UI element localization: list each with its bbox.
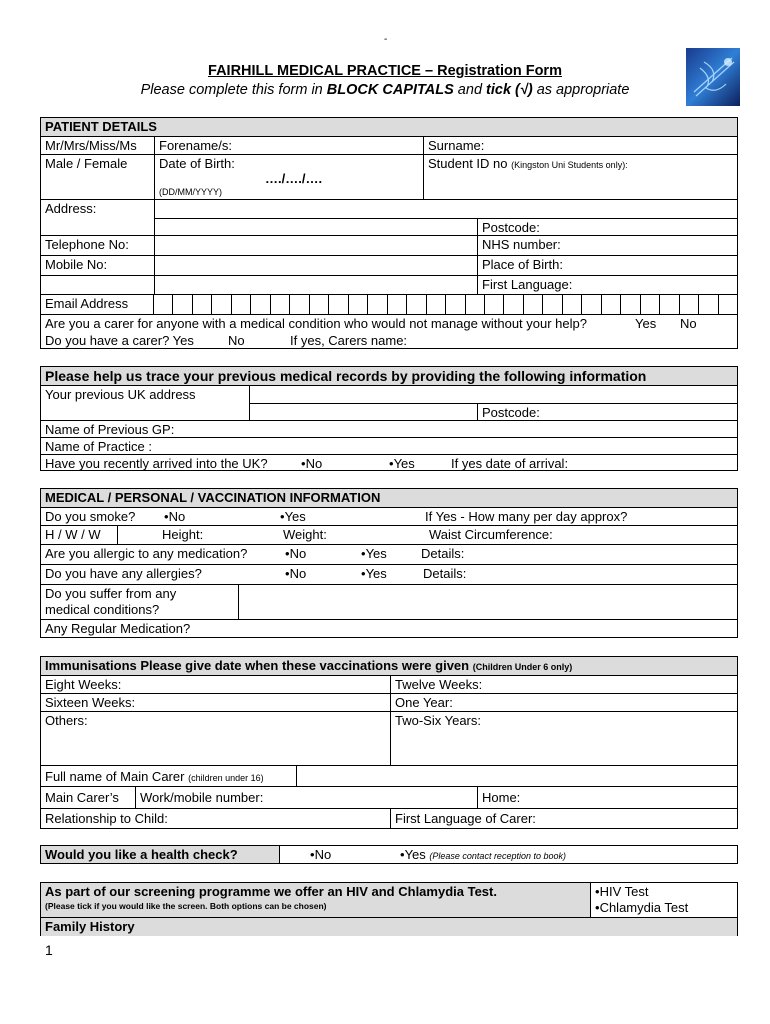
- practice-row: [41, 437, 737, 454]
- prev-gp-row: [41, 420, 737, 437]
- health-check-section: [40, 845, 738, 864]
- prev-address-line2-input[interactable]: [249, 403, 477, 420]
- dob-label: Date of Birth:: [159, 156, 235, 171]
- prev-postcode-field[interactable]: [477, 403, 737, 420]
- allergies-question: Do you have any allergies?: [45, 566, 202, 581]
- postcode-label: Postcode:: [482, 220, 540, 235]
- immunisations-note: (Children Under 6 only): [472, 662, 573, 672]
- arrived-question: Have you recently arrived into the UK?: [45, 456, 268, 471]
- allergies-row: [41, 564, 737, 584]
- email-row: [41, 294, 737, 314]
- header-dash: -: [384, 34, 388, 45]
- telephone-label: Telephone No:: [45, 237, 129, 252]
- regular-med-row: [41, 619, 737, 638]
- arrived-yes-option[interactable]: • Yes: [385, 455, 419, 471]
- screening-header: [41, 883, 737, 917]
- screening-heading-wrap: [41, 883, 590, 917]
- carer-name-input[interactable]: [296, 766, 737, 786]
- patient-details-heading: PATIENT DETAILS: [45, 119, 157, 134]
- others-field[interactable]: Others:: [45, 713, 88, 728]
- language-row: [41, 275, 737, 294]
- hww-row: [41, 525, 737, 544]
- conditions-line2: medical conditions?: [45, 602, 160, 617]
- carers-name-label: If yes, Carers name:: [290, 333, 408, 348]
- chlamydia-test-option[interactable]: • Chlamydia Test: [595, 900, 733, 916]
- practice-label[interactable]: Name of Practice :: [45, 439, 152, 454]
- telephone-input[interactable]: [154, 236, 477, 255]
- carer-question: Are you a carer for anyone with a medical condition who would not manage without your help?: [45, 316, 587, 331]
- carer-name-note: (children under 16): [188, 773, 264, 783]
- immunisations-heading: Immunisations Please give date when these vaccinations were given: [45, 658, 470, 673]
- subtitle-bold2: tick (√): [486, 82, 533, 98]
- medical-section: [40, 488, 738, 638]
- form-title: FAIRHILL MEDICAL PRACTICE – Registration Form: [208, 63, 562, 79]
- have-carer-no-option[interactable]: No: [228, 333, 245, 348]
- allergic-med-question: Are you allergic to any medication?: [45, 546, 248, 561]
- prev-address-row: [41, 385, 737, 420]
- prev-address-label: Your previous UK address: [45, 387, 196, 402]
- immunisations-header: [41, 657, 737, 675]
- allergies-details[interactable]: Details:: [423, 566, 467, 581]
- carer-question-line: [41, 315, 591, 332]
- conditions-line1: Do you suffer from any: [45, 586, 177, 601]
- work-mobile-label: Work/mobile number:: [140, 790, 264, 805]
- home-label: Home:: [482, 790, 521, 805]
- screening-note: (Please tick if you would like the screen. Both options can be chosen): [45, 901, 327, 911]
- forename-field[interactable]: [154, 137, 423, 154]
- email-char-boxes[interactable]: [153, 295, 737, 314]
- allergies-yes-option[interactable]: • Yes: [357, 565, 391, 584]
- smoke-no-option[interactable]: • No: [160, 508, 189, 525]
- dob-placeholder: …./…./….: [265, 171, 323, 186]
- carer-name-row: [41, 765, 737, 786]
- arrived-row: [41, 454, 737, 471]
- health-check-question: Would you like a health check?: [41, 846, 279, 863]
- health-check-yes-option[interactable]: • Yes: [400, 847, 426, 862]
- screening-section: [40, 882, 738, 936]
- have-carer-question[interactable]: Do you have a carer? Yes: [45, 333, 194, 348]
- conditions-row: [41, 584, 737, 619]
- mobile-label: Mobile No:: [45, 257, 108, 272]
- postcode-field[interactable]: [477, 218, 737, 235]
- subtitle-part1: Please complete this form in: [140, 82, 327, 98]
- records-section: [40, 366, 738, 471]
- dob-row: [41, 154, 737, 199]
- health-check-note: (Please contact reception to book): [429, 851, 566, 861]
- allergic-med-details[interactable]: Details:: [421, 546, 465, 561]
- height-label: Height:: [162, 527, 204, 542]
- smoke-yes-option[interactable]: • Yes: [276, 508, 310, 525]
- surname-label: Surname:: [428, 138, 485, 153]
- forename-label: Forename/s:: [159, 138, 232, 153]
- address-label: Address:: [45, 201, 97, 216]
- carer-yes-option[interactable]: Yes: [635, 316, 657, 331]
- records-heading: Please help us trace your previous medical records by providing the following information: [45, 368, 647, 384]
- subtitle-bold1: BLOCK CAPITALS: [326, 82, 454, 98]
- carer-phone-row: [41, 786, 737, 808]
- arrival-date-label[interactable]: If yes date of arrival:: [451, 456, 569, 471]
- allergic-med-row: [41, 544, 737, 564]
- name-row: [41, 136, 737, 154]
- smoke-question: Do you smoke?: [45, 509, 136, 524]
- medical-caduceus-logo-icon: [686, 48, 740, 106]
- health-check-yes-wrap[interactable]: [396, 846, 570, 863]
- relationship-field[interactable]: Relationship to Child:: [45, 811, 168, 826]
- address-line2-input[interactable]: [154, 218, 477, 235]
- screening-heading: As part of our screening programme we offer an HIV and Chlamydia Test.: [45, 884, 497, 899]
- form-subtitle: [0, 82, 770, 98]
- allergic-med-yes-option[interactable]: • Yes: [357, 545, 391, 564]
- two-six-years-field[interactable]: Two-Six Years:: [390, 712, 737, 765]
- email-label: Email Address: [45, 296, 129, 311]
- birthplace-field[interactable]: [477, 256, 737, 275]
- eight-weeks-field[interactable]: Eight Weeks:: [45, 677, 122, 692]
- sixteen-weeks-field[interactable]: Sixteen Weeks:: [45, 695, 136, 710]
- language-field[interactable]: [477, 276, 737, 294]
- prev-gp-label[interactable]: Name of Previous GP:: [45, 422, 175, 437]
- address-line1-input[interactable]: [154, 200, 737, 218]
- conditions-label: [41, 585, 238, 619]
- nhs-field[interactable]: [477, 236, 737, 255]
- allergic-med-no-option[interactable]: • No: [281, 545, 310, 564]
- hww-label: H / W / W: [45, 527, 101, 542]
- hiv-test-option[interactable]: • HIV Test: [595, 884, 733, 900]
- nhs-label: NHS number:: [482, 237, 561, 252]
- weight-label: Weight:: [283, 527, 327, 542]
- smoke-row: [41, 507, 737, 525]
- carer-name-label: Full name of Main Carer: [45, 769, 185, 784]
- health-check-no-option[interactable]: • No: [279, 846, 389, 863]
- twelve-weeks-field[interactable]: Twelve Weeks:: [390, 676, 737, 693]
- waist-field[interactable]: [425, 526, 557, 544]
- home-phone-field[interactable]: [477, 787, 737, 808]
- mobile-input[interactable]: [154, 256, 477, 275]
- telephone-row: [41, 235, 737, 255]
- student-id-note: (Kingston Uni Students only):: [511, 160, 628, 170]
- family-history-heading: Family History: [45, 919, 135, 934]
- subtitle-part2: and: [453, 82, 487, 98]
- weight-field[interactable]: [279, 526, 331, 544]
- birthplace-label: Place of Birth:: [482, 257, 563, 272]
- patient-details-header: [41, 118, 737, 136]
- medical-heading: MEDICAL / PERSONAL / VACCINATION INFORMATION: [45, 490, 381, 505]
- screening-options: [590, 883, 737, 917]
- student-id-label: Student ID no: [428, 156, 508, 171]
- eight-twelve-row: [41, 675, 737, 693]
- immunisations-section: [40, 656, 738, 829]
- regular-med-label[interactable]: Any Regular Medication?: [45, 621, 191, 636]
- main-carers-label: Main Carer’s: [45, 790, 119, 805]
- prev-address-line1-input[interactable]: [249, 386, 737, 403]
- dob-field[interactable]: [154, 155, 423, 199]
- dob-format: (DD/MM/YYYY): [159, 187, 222, 197]
- work-mobile-field[interactable]: [135, 787, 477, 808]
- immunisations-heading-wrap: [41, 657, 576, 675]
- prev-postcode-label: Postcode:: [482, 405, 540, 420]
- relationship-row: [41, 808, 737, 829]
- title-label: Mr/Mrs/Miss/Ms: [45, 138, 137, 153]
- records-header: [41, 367, 737, 385]
- medical-header: [41, 489, 737, 507]
- conditions-input[interactable]: [238, 585, 737, 619]
- carer-name-label-wrap: [41, 766, 296, 786]
- one-year-field[interactable]: One Year:: [390, 694, 737, 711]
- patient-details-section: [40, 117, 738, 349]
- others-row: [41, 711, 737, 765]
- arrived-no-option[interactable]: • No: [297, 455, 326, 471]
- blank-input[interactable]: [154, 276, 477, 294]
- subtitle-part3: as appropriate: [532, 82, 630, 98]
- surname-field[interactable]: [423, 137, 737, 154]
- allergies-no-option[interactable]: • No: [281, 565, 310, 584]
- sixteen-oneyear-row: [41, 693, 737, 711]
- family-history-row: [41, 917, 737, 936]
- address-row: [41, 199, 737, 235]
- page-number: 1: [45, 942, 53, 958]
- waist-label: Waist Circumference:: [429, 527, 553, 542]
- carer-no-option[interactable]: No: [680, 316, 697, 331]
- carer-language-field[interactable]: First Language of Carer:: [390, 809, 737, 829]
- language-label: First Language:: [482, 277, 573, 292]
- carer-row: [41, 314, 737, 349]
- student-id-field[interactable]: [423, 155, 737, 199]
- gender-label[interactable]: Male / Female: [45, 156, 128, 171]
- smoke-followup[interactable]: If Yes - How many per day approx?: [425, 509, 628, 524]
- mobile-row: [41, 255, 737, 275]
